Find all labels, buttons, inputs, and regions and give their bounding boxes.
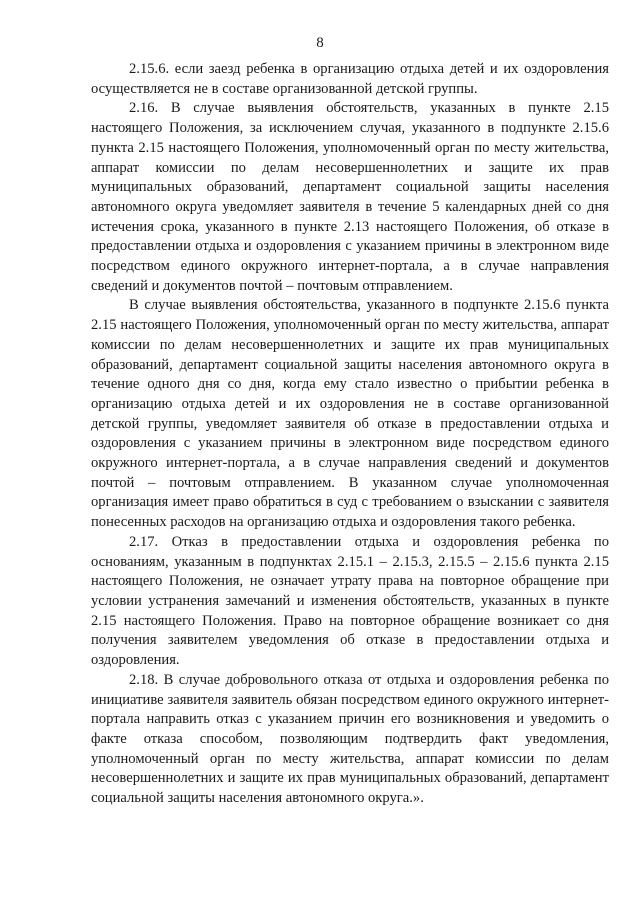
page-number: 8 [316,35,324,51]
paragraph-2-17: 2.17. Отказ в предоставлении отдыха и оздоровления ребенка по основаниям, указанным в подпунктах 2.15.1 – 2.15.3, 2.15.5 – 2.15.6 пункта 2.15 настоящего Положения, не означает утрату права на повторное обращение при условии устранения замечаний и изменения обстоятельств, указанных в пункте 2.15 настоящего Положения. Право на повторное обращение возникает со дня получения заявителем уведомления об отказе в предоставлении отдыха и оздоровления. [91,533,609,669]
paragraph-2-15-6: 2.15.6. если заезд ребенка в организацию отдыха детей и их оздоровления осуществляется не в составе организованной детской группы. [91,61,609,97]
paragraph-2-18: 2.18. В случае добровольного отказа от отдыха и оздоровления ребенка по инициативе заявителя заявитель обязан посредством единого окружного интернет-портала направить отказ с указанием причин его возникновения и уведомить о факте отказа способом, позволяющим подтвердить факт уведомления, уполномоченный орган по месту жительства, аппарат комиссии по делам несовершеннолетних и защите их прав муниципальных образований, департамент социальной защиты населения автономного округа.». [91,671,609,807]
paragraph-2-16: 2.16. В случае выявления обстоятельств, указанных в пункте 2.15 настоящего Положения, за исключением случая, указанного в подпункте 2.15.6 пункта 2.15 настоящего Положения, уполномоченный орган по месту жительства, аппарат комиссии по делам несовершеннолетних и защите их прав муниципальных образований, департамент социальной защиты населения автономного округа уведомляет заявителя в течение 5 календарных дней со дня истечения срока, указанного в пункте 2.13 настоящего Положения, об отказе в предоставлении отдыха и оздоровления с указанием причины в электронном виде посредством единого окружного интернет-портала, а в случае направления сведений и документов почтой – почтовым отправлением. [91,100,609,294]
paragraph-2-16-continuation: В случае выявления обстоятельства, указанного в подпункте 2.15.6 пункта 2.15 настоящего Положения, уполномоченный орган по месту жительства, аппарат комиссии по делам несовершеннолетних и защите их прав муниципальных образований, департамент социальной защиты населения автономного округа в течение одного дня со дня, когда ему стало известно о прибытии ребенка в организацию отдыха детей и их оздоровления не в составе организованной детской группы, уведомляет заявителя об отказе в предоставлении отдыха и оздоровления с указанием причины в электронном виде посредством единого окружного интернет-портала, а в случае направления сведений и документов почтой – почтовым отправлением. В указанном случае уполномоченная организация имеет право обратиться в суд с требованием о взыскании с заявителя понесенных расходов на организацию отдыха и оздоровления такого ребенка. [91,297,609,531]
document-body [91,60,609,809]
